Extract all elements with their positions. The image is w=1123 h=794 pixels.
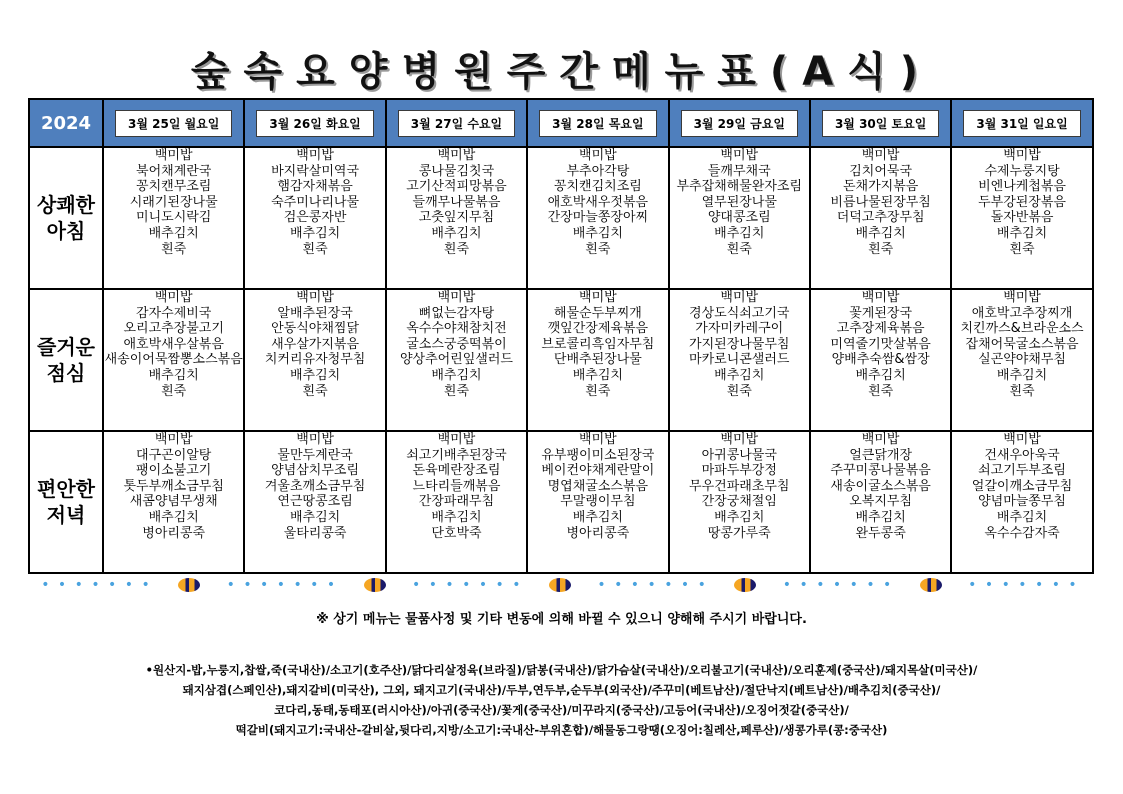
change-notice: ※ 상기 메뉴는 물품사정 및 기타 변동에 의해 바뀔 수 있으니 양해해 주시기 바랍니다. (316, 612, 807, 627)
origin-line: •원산지-밥,누룽지,찹쌀,죽(국내산)/소고기(호주산)/닭다리살정육(브라질)/닭봉(국내산)/닭가슴살(국내산)/오리불고기(국내산)/오리훈제(중국산)/돼지목살(미국산)/ (145, 663, 978, 677)
menu-item: 흰죽 (868, 383, 894, 399)
menu-item: 굴소스궁중떡볶이 (406, 336, 507, 352)
menu-item: 백미밥 (437, 148, 476, 163)
fish-icon (920, 578, 942, 592)
menu-item: 배추김치 (714, 509, 765, 525)
origin-line: 코다리,동태,동태포(러시아산)/아귀(중국산)/꽃게(중국산)/미꾸라지(중국산)/고등어(국내산)/오징어젓갈(중국산)/ (274, 703, 849, 717)
menu-item: 양념삼치무조림 (271, 463, 360, 479)
meal-row (29, 431, 1093, 573)
meal-label (29, 147, 103, 289)
menu-item: 백미밥 (154, 290, 193, 305)
menu-item: 들깨무나물볶음 (412, 194, 501, 210)
menu-item: 백미밥 (1003, 432, 1041, 447)
menu-item: 얼큰닭개장 (849, 447, 913, 463)
menu-item: 콩나물김칫국 (418, 163, 495, 179)
menu-item: 배추김치 (855, 225, 906, 241)
menu-item: 실곤약야채무침 (978, 352, 1066, 368)
day-header-cell (951, 99, 1092, 147)
menu-item: 배추김치 (572, 509, 623, 525)
menu-item: 무우건파래초무침 (689, 478, 790, 494)
menu-item: 마파두부강정 (701, 463, 777, 479)
fish-icon (549, 578, 571, 592)
menu-item: 배추김치 (996, 509, 1048, 525)
menu-item: 백미밥 (579, 148, 617, 163)
bubbles-decoration: • • • • • • • (597, 577, 708, 593)
menu-item: 흰죽 (302, 383, 328, 399)
menu-item: 배추김치 (572, 367, 623, 383)
menu-item: 백미밥 (579, 432, 617, 447)
menu-item: 배추김치 (714, 367, 765, 383)
menu-item: 흰죽 (1009, 241, 1035, 257)
bubbles-decoration: • • • • • • • (782, 577, 894, 593)
menu-item: 유부팽이미소된장국 (541, 447, 655, 463)
menu-item: 느타리들깨볶음 (412, 478, 501, 494)
menu-item: 단호박죽 (431, 525, 482, 541)
menu-item: 배추김치 (996, 225, 1048, 241)
day-header-cell (386, 99, 527, 147)
day-header: 3월 30일 토요일 (822, 110, 939, 137)
menu-item: 백미밥 (720, 432, 759, 447)
menu-item: 흰죽 (161, 383, 187, 399)
menu-item: 애호박고추장찌개 (971, 305, 1073, 321)
menu-cell (244, 431, 385, 573)
menu-item: 부추아각탕 (566, 163, 630, 179)
menu-item: 가지된장나물무침 (689, 336, 790, 352)
menu-item: 톳두부깨소금무침 (123, 478, 224, 494)
menu-item: 주꾸미콩나물볶음 (830, 463, 931, 479)
menu-item: 해물순두부찌개 (553, 305, 642, 321)
menu-item: 북어채계란국 (136, 163, 212, 179)
menu-item: 가자미카레구이 (695, 321, 784, 337)
menu-item: 배추김치 (572, 225, 623, 241)
menu-item: 옥수수야채참치전 (406, 321, 507, 337)
menu-item: 양념마늘쫑무침 (978, 494, 1066, 510)
menu-item: 새송이어묵짬뽕소스볶음 (104, 352, 243, 368)
menu-item: 배추김치 (289, 225, 341, 241)
menu-item: 브로콜리흑임자무침 (541, 336, 655, 352)
menu-item: 흰죽 (302, 241, 328, 257)
menu-item: 배추김치 (431, 509, 482, 525)
menu-item: 돈채가지볶음 (842, 179, 919, 195)
day-header-cell (810, 99, 951, 147)
menu-item: 단배추된장나물 (553, 352, 642, 368)
menu-item: 연근땅콩조림 (277, 494, 353, 510)
menu-item: 무말랭이무침 (560, 494, 636, 510)
menu-item: 백미밥 (861, 148, 900, 163)
menu-item: 배추김치 (855, 509, 906, 525)
menu-item: 꽁치캔김치조림 (553, 179, 642, 195)
menu-item: 배추김치 (996, 367, 1048, 383)
menu-item: 간장마늘쫑장아찌 (547, 210, 649, 226)
menu-item: 김치어묵국 (849, 163, 913, 179)
menu-item: 백미밥 (861, 432, 900, 447)
menu-item: 새우살가지볶음 (271, 336, 360, 352)
menu-item: 흰죽 (1009, 383, 1035, 399)
menu-item: 부추잡채해물완자조림 (676, 179, 803, 195)
meal-label-line: 편안한 (37, 477, 95, 501)
header-row (29, 99, 1093, 147)
menu-item: 땅콩가루죽 (707, 525, 771, 541)
menu-item: 아귀콩나물국 (701, 447, 777, 463)
menu-item: 백미밥 (720, 148, 759, 163)
meal-label-line: 상쾌한 (37, 193, 95, 217)
menu-item: 흰죽 (726, 383, 752, 399)
meal-label-line: 즐거운 (37, 335, 95, 359)
menu-item: 배추김치 (148, 367, 199, 383)
menu-item: 간장궁채절임 (701, 494, 777, 510)
menu-item: 물만두계란국 (277, 447, 353, 463)
menu-cell (386, 289, 527, 431)
bubbles-decoration: • • • • • • • (412, 577, 523, 593)
menu-item: 팽이소불고기 (136, 463, 212, 479)
day-header: 3월 26일 화요일 (256, 110, 373, 137)
day-header: 3월 27일 수요일 (398, 110, 515, 137)
menu-item: 흰죽 (585, 241, 611, 257)
menu-item: 알배추된장국 (277, 305, 353, 321)
menu-item: 쇠고기두부조림 (978, 463, 1066, 479)
menu-item: 검은콩자반 (283, 210, 347, 226)
origin-line: 돼지삼겹(스페인산),돼지갈비(미국산), 그외, 돼지고기(국내산)/두부,연두부,순두부(외국산)/주꾸미(베트남산)/절단낙지(베트남산)/배추김치(중국산)/ (182, 683, 941, 697)
day-header: 3월 29일 금요일 (681, 110, 798, 137)
menu-item: 백미밥 (437, 432, 476, 447)
day-header: 3월 28일 목요일 (539, 110, 656, 137)
menu-item: 배추김치 (431, 225, 482, 241)
menu-item: 경상도식쇠고기국 (689, 305, 790, 321)
fish-icon (178, 578, 200, 592)
menu-item: 백미밥 (154, 432, 193, 447)
menu-item: 배추김치 (148, 509, 199, 525)
menu-item: 얼갈이깨소금무침 (971, 478, 1073, 494)
menu-item: 배추김치 (289, 509, 341, 525)
menu-item: 수제누룽지탕 (984, 163, 1060, 179)
menu-body (29, 147, 1093, 573)
menu-item: 백미밥 (861, 290, 900, 305)
menu-item: 양대콩조림 (707, 210, 771, 226)
meal-label-line: 저녁 (46, 503, 86, 527)
menu-item: 대구곤이알탕 (136, 447, 212, 463)
fish-icon (734, 578, 756, 592)
meal-row (29, 289, 1093, 431)
menu-item: 고추장제육볶음 (836, 321, 925, 337)
menu-item: 비름나물된장무침 (830, 194, 931, 210)
menu-item: 새콤양념무생채 (129, 494, 218, 510)
meal-label (29, 289, 103, 431)
meal-label-line: 점심 (46, 361, 86, 385)
bubbles-decoration: • • • • • • • (968, 577, 1079, 593)
menu-item: 명엽채굴소스볶음 (547, 478, 649, 494)
menu-item: 건새우아욱국 (984, 447, 1060, 463)
menu-item: 간장파래무침 (418, 494, 495, 510)
menu-item: 백미밥 (579, 290, 617, 305)
menu-item: 백미밥 (154, 148, 193, 163)
menu-item: 겨울초깨소금무침 (264, 478, 366, 494)
day-header: 3월 25일 월요일 (115, 110, 232, 137)
year-header: 2024 (29, 99, 103, 147)
menu-item: 새송이굴소스볶음 (830, 478, 931, 494)
menu-cell (103, 147, 244, 289)
menu-item: 완두콩죽 (855, 525, 906, 541)
menu-item: 쇠고기배추된장국 (406, 447, 507, 463)
menu-item: 고춧잎지무침 (418, 210, 495, 226)
menu-item: 백미밥 (437, 290, 476, 305)
menu-item: 흰죽 (868, 241, 894, 257)
menu-item: 열무된장나물 (701, 194, 777, 210)
menu-item: 오리고추장불고기 (123, 321, 224, 337)
meal-label-line: 아침 (46, 219, 86, 243)
menu-cell (103, 431, 244, 573)
day-header-cell (103, 99, 244, 147)
menu-item: 고기산적피망볶음 (406, 179, 507, 195)
menu-item: 백미밥 (296, 432, 334, 447)
menu-item: 꽁치캔무조림 (136, 179, 212, 195)
bubbles-decoration: • • • • • • • (226, 577, 338, 593)
menu-item: 숙주미나리나물 (271, 194, 360, 210)
menu-item: 백미밥 (720, 290, 759, 305)
menu-item: 미역줄기맛살볶음 (830, 336, 931, 352)
menu-item: 바지락살미역국 (271, 163, 360, 179)
meal-label (29, 431, 103, 573)
menu-item: 흰죽 (443, 383, 470, 399)
menu-item: 베이컨야채계란말이 (541, 463, 655, 479)
menu-item: 햄감자채볶음 (277, 179, 353, 195)
fish-bubble-decoration (28, 574, 1092, 596)
menu-cell (951, 431, 1092, 573)
menu-item: 애호박새우살볶음 (123, 336, 224, 352)
menu-item: 양배추숙쌈&쌈장 (831, 352, 930, 368)
menu-item: 마카로니콘샐러드 (689, 352, 790, 368)
menu-cell (527, 431, 668, 573)
menu-item: 울타리콩죽 (283, 525, 347, 541)
day-header-cell (669, 99, 810, 147)
menu-item: 흰죽 (443, 241, 470, 257)
menu-item: 백미밥 (1003, 148, 1041, 163)
menu-item: 애호박새우젓볶음 (547, 194, 649, 210)
menu-item: 치커리유자청무침 (264, 352, 366, 368)
menu-item: 흰죽 (726, 241, 752, 257)
menu-cell (386, 147, 527, 289)
menu-item: 배추김치 (714, 225, 765, 241)
menu-item: 잡채어묵굴소스볶음 (965, 336, 1079, 352)
menu-item: 미니도시락김 (136, 210, 212, 226)
menu-cell (386, 431, 527, 573)
menu-item: 배추김치 (431, 367, 482, 383)
menu-item: 두부강된장볶음 (978, 194, 1066, 210)
menu-item: 백미밥 (1003, 290, 1041, 305)
menu-item: 병아리콩죽 (566, 525, 630, 541)
menu-cell (244, 289, 385, 431)
menu-item: 시래기된장나물 (129, 194, 218, 210)
menu-item: 돌자반볶음 (990, 210, 1054, 226)
menu-item: 비엔나케첩볶음 (978, 179, 1066, 195)
day-header-cell (527, 99, 668, 147)
menu-item: 돈육메란장조림 (412, 463, 501, 479)
menu-cell (951, 289, 1092, 431)
menu-item: 흰죽 (161, 241, 187, 257)
menu-cell (527, 289, 668, 431)
menu-item: 배추김치 (289, 367, 341, 383)
menu-item: 배추김치 (855, 367, 906, 383)
menu-item: 더덕고추장무침 (836, 210, 925, 226)
menu-item: 뼈없는감자탕 (418, 305, 495, 321)
menu-cell (244, 147, 385, 289)
menu-item: 병아리콩죽 (142, 525, 206, 541)
menu-item: 안동식야채찜닭 (271, 321, 360, 337)
weekly-menu-table (28, 98, 1094, 574)
menu-item: 들깨무채국 (707, 163, 771, 179)
bubbles-decoration: • • • • • • • (41, 577, 152, 593)
menu-item: 깻잎간장제육볶음 (547, 321, 649, 337)
day-header: 3월 31일 일요일 (963, 110, 1080, 137)
menu-item: 백미밥 (296, 290, 334, 305)
menu-item: 흰죽 (585, 383, 611, 399)
menu-cell (103, 289, 244, 431)
menu-cell (527, 147, 668, 289)
menu-cell (810, 431, 951, 573)
menu-item: 오복지무침 (849, 494, 913, 510)
menu-item: 감자수제비국 (136, 305, 212, 321)
meal-row (29, 147, 1093, 289)
menu-cell (951, 147, 1092, 289)
menu-cell (669, 147, 810, 289)
menu-item: 치킨까스&브라운소스 (960, 321, 1084, 337)
menu-cell (810, 289, 951, 431)
menu-item: 백미밥 (296, 148, 334, 163)
fish-icon (364, 578, 386, 592)
menu-item: 꽃게된장국 (849, 305, 913, 321)
menu-cell (669, 431, 810, 573)
menu-cell (810, 147, 951, 289)
day-header-cell (244, 99, 385, 147)
menu-cell (669, 289, 810, 431)
page-title: 숲속요양병원주간메뉴표(A식) (190, 49, 933, 95)
origin-line: 떡갈비(돼지고기:국내산-갈비살,뒷다리,지방/소고기:국내산-부위혼합)/해물동그랑땡(오징어:칠레산,페루산)/생콩가루(콩:중국산) (235, 723, 888, 737)
menu-item: 양상추어린잎샐러드 (399, 352, 513, 368)
menu-item: 배추김치 (148, 225, 199, 241)
origin-info (40, 660, 1083, 740)
menu-item: 옥수수감자죽 (984, 525, 1060, 541)
